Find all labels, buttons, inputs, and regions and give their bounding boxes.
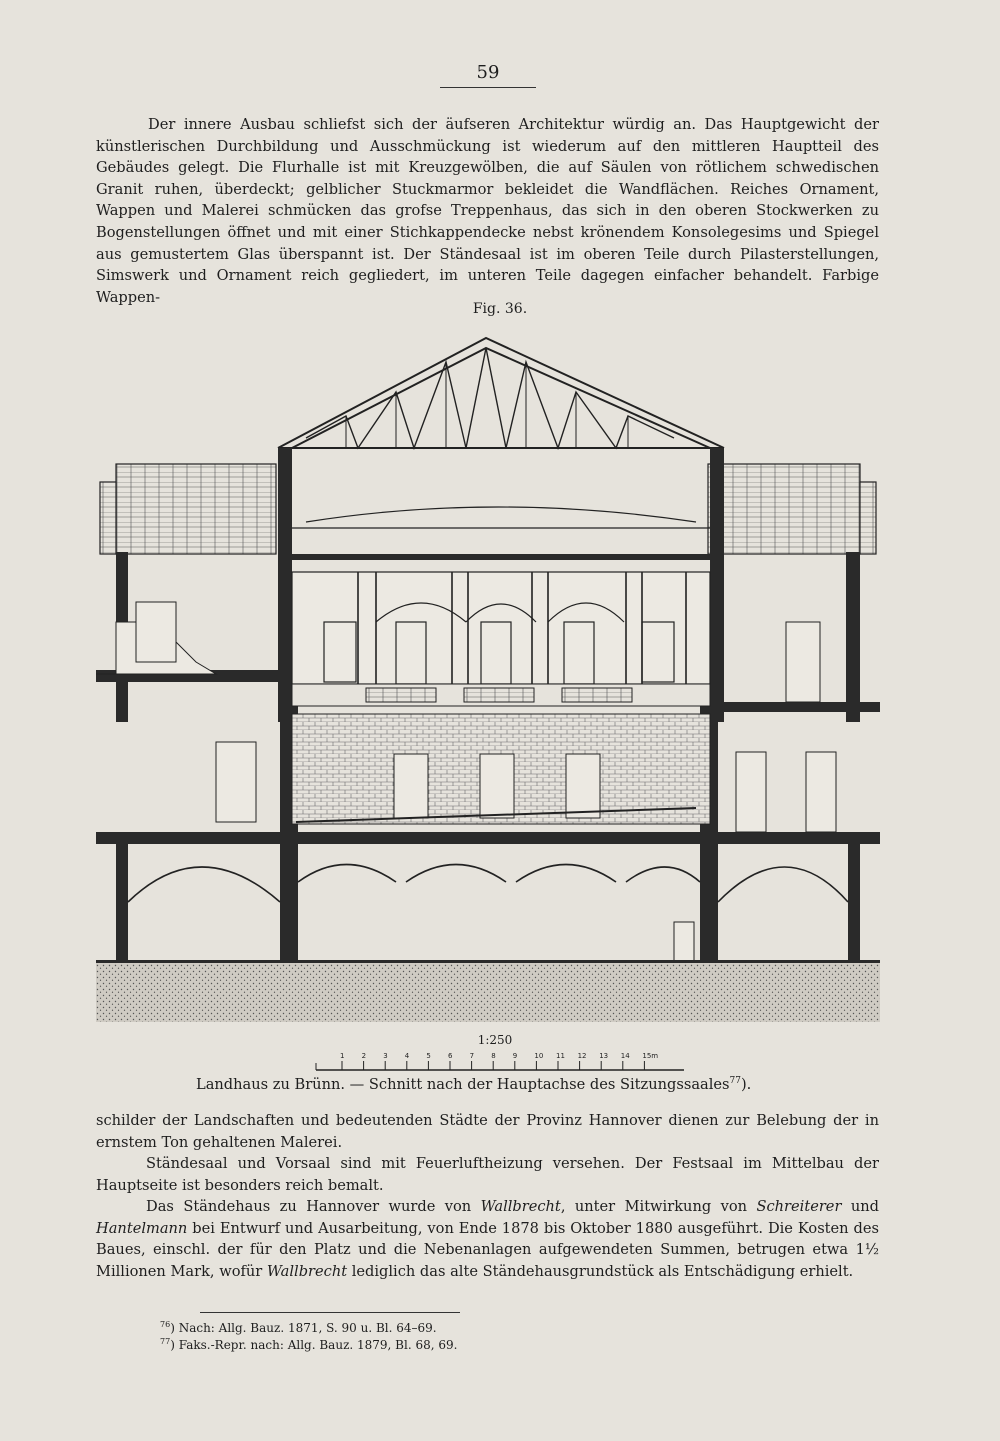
body-paragraph-1: schilder der Landschaften und bedeutenden Städte der Provinz Hannover dienen zur Belebung der in ernstem Ton gehaltenen Malerei. [96,1112,879,1151]
scale-tick-label: 11 [556,1052,565,1060]
p3-c: und [841,1198,880,1215]
figure-label: Fig. 36. [472,301,528,317]
intro-paragraph-text: Der innere Ausbau schliefst sich der äufseren Architektur würdig an. Das Hauptgewicht der künstlerischen Durchbildung und Ausschmückung ist wiederum auf den mittleren Hauptteil des Gebäudes gelegt. Die Flurhalle ist mit Kreuzgewölben, die auf Säulen von rötlichem schwedischen Granit ruhen, überdeckt; gelblicher Stuckmarmor bekleidet die Wandflächen. Reiches Ornament, Wappen und Malerei schmücken das grofse Treppenhaus, das sich in den oberen Stockwerken zu Bogenstellungen öffnet und mit einer Stichkappendecke nebst krönendem Konsolegesims und Spiegel aus gemustertem Glas überspannt ist. Der Ständesaal ist im oberen Teile durch Pilasterstellungen, Simswerk und Ornament reich gegliedert, im unteren Teile dagegen einfacher behandelt. Farbige Wappen- [96,116,879,306]
caption-footnote-ref: 77 [729,1076,741,1087]
collaborator-name-2: Hantelmann [96,1219,188,1237]
hall-upper-arcade [292,507,710,684]
side-rooms-right [736,622,836,832]
scale-tick-label: 4 [404,1052,410,1060]
architect-name: Wallbrecht [480,1198,561,1215]
p3-f: lediglich das alte Ständehausgrundstück als Entschädigung erhielt. [347,1262,854,1280]
figure-caption [196,1076,816,1093]
side-wings [100,464,876,554]
scale-tick-label: 15m [642,1052,659,1060]
collaborator-name-1: Schreiterer [756,1198,842,1215]
caption-text: Landhaus zu Brünn. — Schnitt nach der Hauptachse des Sitzungssaales [196,1076,730,1093]
p3-a: Das Ständehaus zu Hannover wurde von [146,1198,481,1215]
body-paragraph-3 [96,1196,879,1282]
scale-tick-label: 13 [599,1052,609,1060]
scale-tick-label: 14 [620,1052,630,1060]
scale-tick-label: 5 [426,1052,431,1060]
architect-name-repeat: Wallbrecht [266,1262,348,1280]
hall-lower-wall [292,714,710,824]
caption-close: ). [740,1076,752,1093]
footnote-76-mark: 76 [160,1320,171,1329]
footnote-76-paren: ) [170,1321,175,1335]
basement-arches [128,865,848,963]
p3-d: bei Entwurf und Ausarbeitung, von Ende 1878 bis Oktober 1880 ausgeführt. Die Kosten des Baues, einschl. der für den Platz und die Nebenanlagen aufgewendeten Summen, betrugen etwa [96,1219,879,1259]
balcony-balustrade [292,684,710,706]
scale-tick-label: 1 [340,1052,345,1060]
roof-truss [278,338,724,448]
scale-ratio: 1:250 [477,1033,513,1047]
p3-b: , unter Mitwirkung von [560,1198,757,1215]
footnote-77 [160,1337,457,1352]
foundation-soil [96,962,880,1022]
footnote-76 [160,1320,437,1335]
scale-tick-label: 7 [469,1052,475,1060]
section-drawing [96,322,880,1030]
cost-amount: 1½ [855,1241,879,1259]
body-paragraph-2: Ständesaal und Vorsaal sind mit Feuerluftheizung versehen. Der Festsaal im Mittelbau der Hauptseite ist besonders reich bemalt. [96,1155,879,1194]
page-number: 59 [440,62,536,88]
scale-tick-label: 3 [383,1052,388,1060]
p3-e: Millionen Mark, wofür [96,1262,267,1280]
scale-tick-label: 6 [448,1052,453,1060]
footnote-77-mark: 77 [160,1337,171,1346]
scale-tick-label: 8 [491,1052,496,1060]
scale-tick-label: 9 [512,1052,518,1060]
scale-bar [312,1046,692,1074]
footnote-77-text: Faks.-Repr. nach: Allg. Bauz. 1879, Bl. 68, 69. [174,1338,458,1352]
footnote-rule [200,1312,460,1313]
intro-paragraph [96,114,879,308]
footnote-76-text: Nach: Allg. Bauz. 1871, S. 90 u. Bl. 64–69. [174,1321,437,1335]
scale-tick-label: 12 [577,1052,587,1060]
ground-line [96,960,880,963]
scale-tick-label: 2 [361,1052,367,1060]
scale-tick-label: 10 [534,1052,544,1060]
footnote-77-paren: ) [170,1338,175,1352]
